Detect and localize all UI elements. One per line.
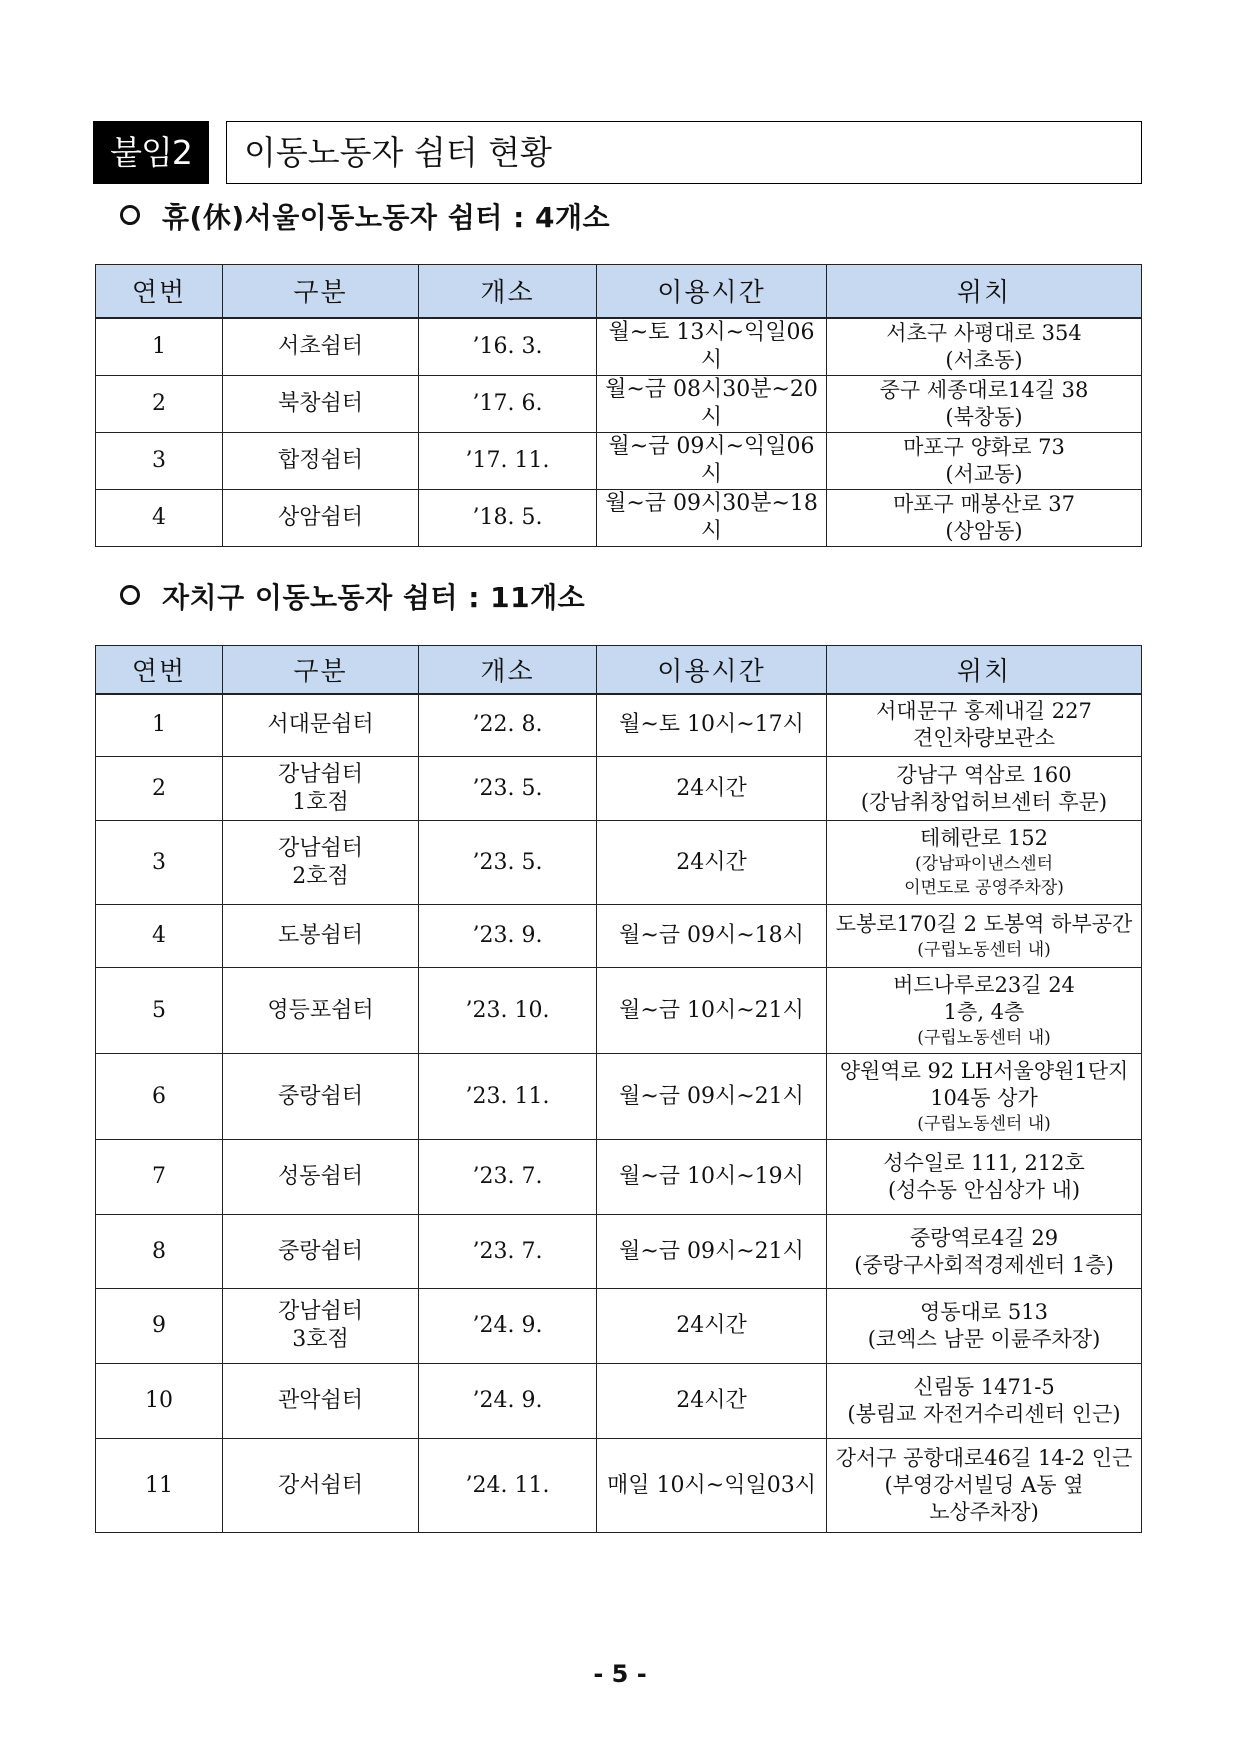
table-header-row xyxy=(96,265,1142,318)
cell-no: 3 xyxy=(96,433,223,490)
circle-bullet-icon xyxy=(120,585,140,605)
page-number: - 5 - xyxy=(593,1660,647,1688)
cell-location xyxy=(827,1439,1142,1533)
cell-opened: ’23. 5. xyxy=(419,821,597,905)
location-line: (코엑스 남문 이륜주차장) xyxy=(867,1327,1101,1351)
col-header-location: 위치 xyxy=(827,646,1142,694)
cell-opened: ’24. 9. xyxy=(419,1364,597,1439)
cell-location xyxy=(827,968,1142,1054)
table-row xyxy=(96,490,1142,547)
cell-no: 8 xyxy=(96,1215,223,1289)
cell-hours: 월~금 10시~21시 xyxy=(597,968,827,1054)
table-row xyxy=(96,905,1142,968)
cell-no: 2 xyxy=(96,757,223,821)
cell-opened: ’16. 3. xyxy=(419,318,597,376)
location-line: (성수동 안심상가 내) xyxy=(887,1178,1081,1202)
name-line: 서대문쉼터 xyxy=(267,712,374,738)
location-line: 견인차량보관소 xyxy=(912,726,1055,751)
location-line: 이면도로 공영주차장) xyxy=(904,878,1064,898)
name-line: 강남쉼터 xyxy=(277,835,363,861)
table-row xyxy=(96,1140,1142,1215)
col-header-name: 구분 xyxy=(223,265,419,318)
table-row xyxy=(96,376,1142,433)
cell-hours: 24시간 xyxy=(597,1364,827,1439)
table-header-row xyxy=(96,646,1142,694)
location-line: 1층, 4층 xyxy=(943,999,1025,1024)
section-heading-text: 자치구 이동노동자 쉼터 : 11개소 xyxy=(162,581,586,614)
cell-name xyxy=(223,1215,419,1289)
location-line: 영동대로 513 xyxy=(920,1300,1048,1324)
name-line: 2호점 xyxy=(292,863,349,889)
location-line: 마포구 매봉산로 37 xyxy=(892,492,1076,516)
table-row xyxy=(96,694,1142,757)
cell-opened: ’23. 11. xyxy=(419,1054,597,1140)
cell-hours: 월~금 09시~21시 xyxy=(597,1215,827,1289)
cell-no: 5 xyxy=(96,968,223,1054)
cell-location xyxy=(827,821,1142,905)
cell-name xyxy=(223,757,419,821)
cell-name xyxy=(223,1364,419,1439)
location-line: 도봉로170길 2 도봉역 하부공간 xyxy=(835,911,1133,936)
cell-name xyxy=(223,1054,419,1140)
cell-location xyxy=(827,1289,1142,1364)
district-shelter-table xyxy=(95,645,1142,1533)
table-row xyxy=(96,1364,1142,1439)
col-header-opened: 개소 xyxy=(419,265,597,318)
cell-opened: ’23. 9. xyxy=(419,905,597,968)
cell-no: 11 xyxy=(96,1439,223,1533)
name-line: 도봉쉼터 xyxy=(277,923,363,948)
cell-opened: ’23. 7. xyxy=(419,1215,597,1289)
cell-no: 1 xyxy=(96,318,223,376)
cell-no: 10 xyxy=(96,1364,223,1439)
location-line: 양원역로 92 LH서울양원1단지 xyxy=(839,1058,1129,1083)
col-header-opened: 개소 xyxy=(419,646,597,694)
seoul-shelter-table xyxy=(95,264,1142,547)
name-line: 강남쉼터 xyxy=(277,761,363,787)
cell-name: 북창쉼터 xyxy=(223,376,419,433)
location-line: (봉림교 자전거수리센터 인근) xyxy=(847,1402,1121,1426)
cell-location xyxy=(827,433,1142,490)
col-header-hours: 이용시간 xyxy=(597,265,827,318)
location-line: 104동 상가 xyxy=(930,1085,1038,1110)
location-line: 서대문구 홍제내길 227 xyxy=(876,699,1092,724)
location-line: (구립노동센터 내) xyxy=(917,939,1051,960)
name-line: 3호점 xyxy=(292,1327,349,1352)
cell-no: 7 xyxy=(96,1140,223,1215)
cell-location xyxy=(827,376,1142,433)
location-line: 성수일로 111, 212호 xyxy=(883,1151,1085,1175)
location-line: 테헤란로 152 xyxy=(920,826,1048,850)
cell-hours: 24시간 xyxy=(597,821,827,905)
cell-hours: 24시간 xyxy=(597,757,827,821)
cell-opened: ’23. 10. xyxy=(419,968,597,1054)
name-line: 영등포쉼터 xyxy=(267,997,374,1023)
attachment-header xyxy=(93,121,1142,184)
cell-location xyxy=(827,757,1142,821)
location-line: 강남구 역삼로 160 xyxy=(896,762,1072,787)
table-row xyxy=(96,757,1142,821)
table-row xyxy=(96,968,1142,1054)
table-row xyxy=(96,433,1142,490)
location-line: (북창동) xyxy=(945,405,1023,429)
cell-no: 9 xyxy=(96,1289,223,1364)
cell-opened: ’24. 11. xyxy=(419,1439,597,1533)
location-line: 신림동 1471-5 xyxy=(913,1375,1055,1399)
section-heading-seoul xyxy=(120,196,610,236)
location-line: 서초구 사평대로 354 xyxy=(886,320,1082,345)
cell-location xyxy=(827,490,1142,547)
circle-bullet-icon xyxy=(120,205,140,225)
name-line: 1호점 xyxy=(292,789,349,815)
location-line: 노상주차장) xyxy=(929,1500,1039,1524)
cell-location xyxy=(827,905,1142,968)
cell-name xyxy=(223,694,419,757)
location-line: (중랑구사회적경제센터 1층) xyxy=(854,1252,1114,1277)
section-heading-text: 휴(休)서울이동노동자 쉼터 : 4개소 xyxy=(162,201,611,234)
table-row xyxy=(96,318,1142,376)
name-line: 강서쉼터 xyxy=(277,1472,363,1498)
cell-no: 4 xyxy=(96,490,223,547)
location-line: (구립노동센터 내) xyxy=(917,1113,1051,1134)
location-line: (상암동) xyxy=(945,519,1023,543)
cell-name xyxy=(223,968,419,1054)
section-heading-district xyxy=(120,576,585,616)
cell-no: 3 xyxy=(96,821,223,905)
location-line: 강서구 공항대로46길 14-2 인근 xyxy=(835,1446,1133,1470)
cell-no: 6 xyxy=(96,1054,223,1140)
cell-opened: ’23. 7. xyxy=(419,1140,597,1215)
name-line: 성동쉼터 xyxy=(277,1164,363,1189)
cell-name: 서초쉼터 xyxy=(223,318,419,376)
cell-opened: ’18. 5. xyxy=(419,490,597,547)
cell-hours: 월~토 10시~17시 xyxy=(597,694,827,757)
location-line: 버드나루로23길 24 xyxy=(893,972,1075,997)
cell-hours: 월~금 09시~18시 xyxy=(597,905,827,968)
col-header-hours: 이용시간 xyxy=(597,646,827,694)
cell-hours: 월~토 13시~익일06시 xyxy=(597,318,827,376)
location-line: (서교동) xyxy=(945,462,1023,486)
table-row xyxy=(96,1215,1142,1289)
cell-name xyxy=(223,905,419,968)
cell-opened: ’17. 11. xyxy=(419,433,597,490)
cell-hours: 월~금 09시30분~18시 xyxy=(597,490,827,547)
cell-hours: 월~금 08시30분~20시 xyxy=(597,376,827,433)
location-line: (강남파이낸스센터 xyxy=(914,854,1053,874)
cell-name xyxy=(223,1289,419,1364)
location-line: (서초동) xyxy=(945,347,1023,372)
cell-no: 2 xyxy=(96,376,223,433)
cell-opened: ’24. 9. xyxy=(419,1289,597,1364)
col-header-no: 연번 xyxy=(96,265,223,318)
cell-location xyxy=(827,1364,1142,1439)
table-row xyxy=(96,1289,1142,1364)
location-line: (구립노동센터 내) xyxy=(917,1027,1051,1048)
location-line: 중랑역로4길 29 xyxy=(909,1225,1059,1250)
table-row xyxy=(96,1054,1142,1140)
col-header-name: 구분 xyxy=(223,646,419,694)
cell-no: 1 xyxy=(96,694,223,757)
cell-opened: ’22. 8. xyxy=(419,694,597,757)
cell-hours: 월~금 10시~19시 xyxy=(597,1140,827,1215)
location-line: (부영강서빌딩 A동 옆 xyxy=(884,1473,1084,1497)
col-header-no: 연번 xyxy=(96,646,223,694)
cell-opened: ’17. 6. xyxy=(419,376,597,433)
cell-name xyxy=(223,821,419,905)
attachment-tag: 붙임2 xyxy=(93,121,209,184)
cell-location xyxy=(827,318,1142,376)
cell-hours: 24시간 xyxy=(597,1289,827,1364)
cell-hours: 매일 10시~익일03시 xyxy=(597,1439,827,1533)
name-line: 관악쉼터 xyxy=(277,1388,363,1413)
location-line: 마포구 양화로 73 xyxy=(903,435,1065,459)
cell-location xyxy=(827,694,1142,757)
cell-opened: ’23. 5. xyxy=(419,757,597,821)
cell-name xyxy=(223,1140,419,1215)
table-row xyxy=(96,821,1142,905)
page-title: 이동노동자 쉼터 현황 xyxy=(226,121,1142,184)
cell-name: 상암쉼터 xyxy=(223,490,419,547)
col-header-location: 위치 xyxy=(827,265,1142,318)
location-line: (강남취창업허브센터 후문) xyxy=(860,789,1108,814)
name-line: 강남쉼터 xyxy=(277,1299,363,1324)
cell-name xyxy=(223,1439,419,1533)
cell-hours: 월~금 09시~21시 xyxy=(597,1054,827,1140)
cell-location xyxy=(827,1215,1142,1289)
name-line: 중랑쉼터 xyxy=(277,1083,363,1109)
location-line: 중구 세종대로14길 38 xyxy=(879,378,1089,402)
cell-name: 합정쉼터 xyxy=(223,433,419,490)
cell-no: 4 xyxy=(96,905,223,968)
name-line: 중랑쉼터 xyxy=(277,1238,363,1264)
cell-location xyxy=(827,1054,1142,1140)
table-row xyxy=(96,1439,1142,1533)
cell-hours: 월~금 09시~익일06시 xyxy=(597,433,827,490)
cell-location xyxy=(827,1140,1142,1215)
